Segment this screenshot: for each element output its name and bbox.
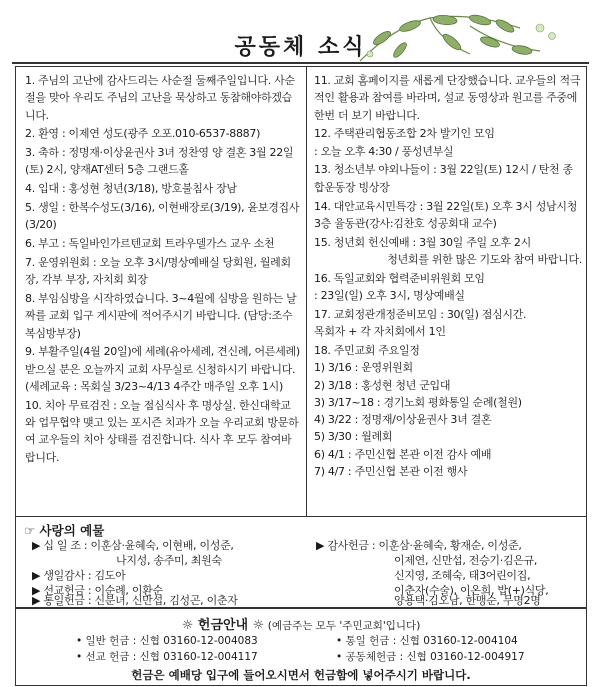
- page-title: 공동체 소식: [234, 35, 367, 60]
- schedule-item: 4) 3/22 : 정명재/이상윤권사 3녀 결혼: [314, 413, 492, 427]
- account-heading: [16, 614, 586, 633]
- offering-line: ▶ 통일헌금 : 신분녀, 신만섭, 김성곤, 이춘자: [32, 594, 238, 607]
- news-item: 14. 대안교육시민특강 : 3월 22일(토) 오후 3시 성남시청 3층 율동관(강사:김찬호 성공회대 교수): [314, 199, 578, 230]
- account-title: ☼ 헌금안내 ☼: [181, 618, 265, 633]
- offering-line: 신지영, 조혜숙, 태3어린이집,: [394, 569, 531, 582]
- column-divider: [306, 67, 307, 516]
- account-box: [15, 608, 587, 686]
- news-item: 6. 부고 : 독일바인가르텐교회 트라우델가스 교우 소천: [25, 237, 275, 251]
- offering-line: ▶ 선교헌금 : 이순례, 이환순: [32, 584, 163, 597]
- account-note: (예금주는 모두 '주민교회'입니다): [267, 620, 421, 632]
- news-item: : 오늘 오후 4:30 / 풍성년부실: [314, 144, 454, 158]
- offering-line: 이제연, 신만섭, 전승기·김은규,: [394, 554, 538, 567]
- news-item: 7. 운영위원회 : 오늘 오후 3시/명상예배실 당회원, 월례회장, 각부 부장, 자치회 회장: [25, 255, 291, 287]
- offering-line: ▶ 생일감사 : 김도아: [32, 569, 126, 582]
- news-item: 11. 교회 홈페이지를 새롭게 단장했습니다. 교우들의 적극적인 활용과 참여를 바라며, 설교 동영상과 원고를 주중에 한번 더 보기 바랍니다.: [314, 74, 581, 122]
- news-item: : 23일(일) 오후 3시, 명상예배실: [314, 289, 465, 303]
- news-item: 10. 치아 무료검진 : 오늘 점심식사 후 명상실. 한신대학교와 업무협약 맺고 있는 포시즌 치과가 오늘 우리교회 방문하여 교우들의 치아 상태를 검진합니다. 식사 후 모두 참여바랍니다.: [25, 398, 299, 464]
- news-item: 13. 청소년부 야외나들이 : 3월 22일(토) 12시 / 탄천 종합운동장 빙상장: [314, 163, 573, 194]
- news-item: 16. 독일교회와 협력준비위원회 모임: [314, 271, 485, 285]
- schedule-item: 6) 4/1 : 주민신협 본관 이전 감사 예배: [314, 447, 492, 461]
- news-item: 9. 부활주일(4월 20일)에 세례(유아세례, 견신례, 어른세례) 받으실 분은 오늘까지 교회 사무실로 신청하시기 바랍니다. (세례교육 : 목회실 3/23~4/13 4주간 매주일 오후 1시): [25, 345, 300, 394]
- account-line: • 선교 헌금 : 신협 03160-12-004117: [76, 651, 258, 663]
- offering-line: ▶ 감사헌금 : 이훈삼·윤혜숙, 황재순, 이성준,: [316, 539, 522, 552]
- news-item: 목회자 + 각 자치회에서 1인: [314, 325, 446, 339]
- news-item: 5. 생일 : 한복수성도(3/16), 이현배장로(3/19), 윤보경집사(3/20): [25, 201, 300, 232]
- schedule-item: 7) 4/7 : 주민신협 본관 이전 행사: [314, 465, 468, 479]
- news-left-column: [25, 72, 300, 468]
- schedule-item: 1) 3/16 : 운영위원회: [314, 361, 413, 375]
- news-item: 4. 입대 : 홍성현 청년(3/18), 방호불침사 장남: [25, 182, 237, 196]
- news-item: 15. 청년회 헌신예배 : 3월 30일 주일 오후 2시: [314, 235, 531, 249]
- news-box: [15, 66, 587, 517]
- news-item: 17. 교회정관개정준비모임 : 30(일) 점심시간.: [314, 307, 527, 321]
- offering-line: 나지성, 송주미, 최원숙: [116, 554, 222, 567]
- news-item: 청년회를 위한 많은 기도와 참여 바랍니다.: [387, 252, 582, 266]
- offering-box: [15, 517, 587, 608]
- news-item: 2. 환영 : 이제연 성도(광주 오포.010-6537-8887): [25, 127, 261, 141]
- news-item: 8. 부임심방을 시작하였습니다. 3~4월에 심방을 원하는 날짜를 교회 입구 게시판에 적어주시기 바랍니다. (담당:조수복심방부장): [25, 292, 297, 340]
- news-item: 12. 주택관리협동조합 2차 발기인 모임: [314, 127, 495, 141]
- news-right-column: [314, 72, 582, 480]
- news-item: 1. 주님의 고난에 감사드리는 사순절 둘째주일입니다. 사순절을 맞아 우리도 주님의 고난을 묵상하고 동참해야하겠습니다.: [25, 74, 295, 122]
- news-item: 18. 주민교회 주요일정: [314, 343, 420, 357]
- account-line: • 일반 헌금 : 신협 03160-12-004083: [76, 635, 258, 647]
- account-line: • 공동체헌금 : 신협 03160-12-004917: [336, 651, 525, 663]
- offering-heading: ☞ 사랑의 예물: [24, 523, 105, 538]
- header: [0, 0, 601, 66]
- news-item: 3. 축하 : 정명재·이상윤권사 3녀 정찬영 양 결혼 3월 22일(토) 2시, 양재AT센터 5층 그랜드홀: [25, 146, 294, 177]
- account-line: • 통일 헌금 : 신협 03160-12-004104: [336, 635, 518, 647]
- offering-line: 이춘자(수술), 이온희, 밥(+)식당,: [394, 584, 549, 597]
- schedule-item: 5) 3/30 : 월례회: [314, 430, 393, 444]
- offering-line: 양용택·김오남, 한맹순, 무명2명: [394, 594, 541, 607]
- schedule-item: 2) 3/18 : 홍성현 청년 군입대: [314, 378, 451, 392]
- offering-line: ▶ 십 일 조 : 이훈삼·윤혜숙, 이현배, 이성준,: [32, 539, 234, 552]
- schedule-item: 3) 3/17~18 : 경기노회 평화통일 순례(철원): [314, 395, 522, 409]
- title-rule: [12, 62, 589, 64]
- account-footer: 헌금은 예배당 입구에 들어오시면서 헌금함에 넣어주시기 바랍니다.: [131, 668, 471, 682]
